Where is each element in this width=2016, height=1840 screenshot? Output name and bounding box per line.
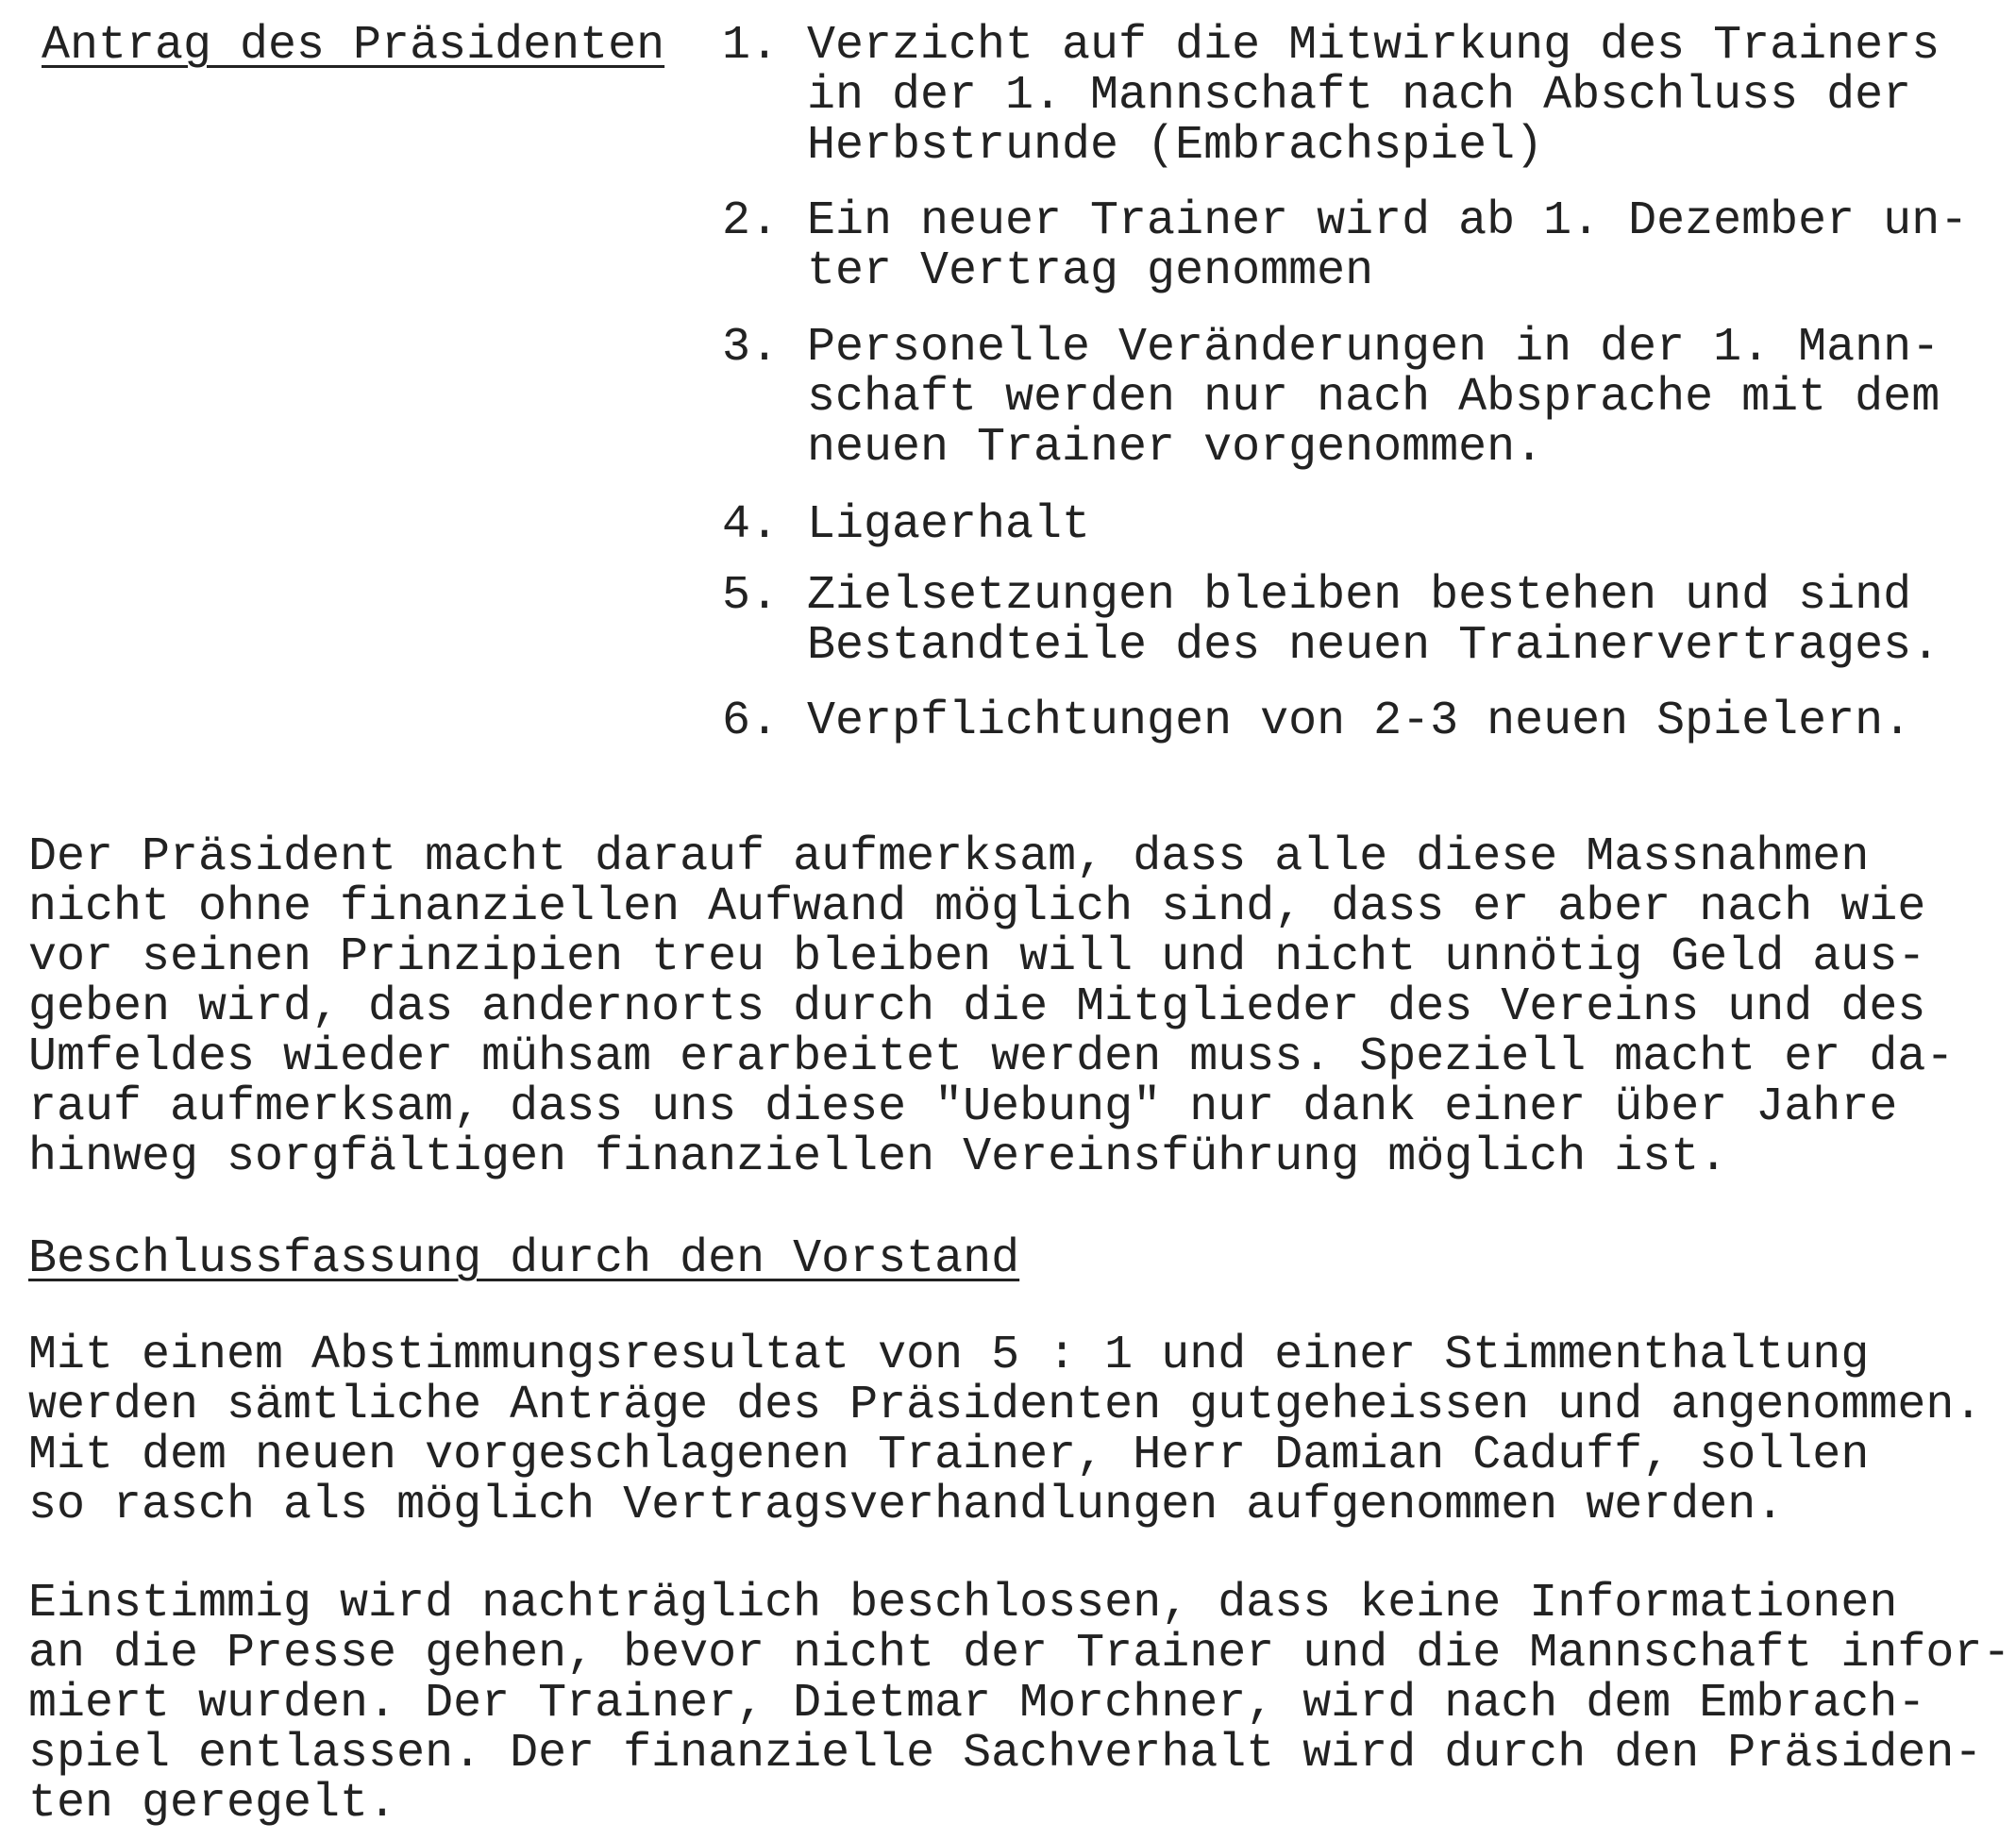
list-item-number: 5. [722, 569, 780, 623]
list-item-text: Zielsetzungen bleiben bestehen und sind Bestandteile des neuen Trainervertrages. [807, 569, 1940, 673]
list-item-text: Verzicht auf die Mitwirkung des Trainers in der 1. Mannschaft nach Abschluss der Herbstrunde (Embrachspiel) [807, 19, 1940, 173]
beschluss-heading: Beschlussfassung durch den Vorstand [28, 1232, 1020, 1286]
president-paragraph: Der Präsident macht darauf aufmerksam, dass alle diese Massnahmen nicht ohne finanziellen Aufwand möglich sind, dass er aber nach wie vor seinen Prinzipien treu bleiben will und nicht unnötig Geld aus- geben wird, das andernorts durch die Mitglieder des Vereins und des Umfeldes wieder mühsam erarbeitet werden muss. Speziell macht er da- rauf aufmerksam, dass uns diese "Uebung" nur dank einer über Jahre hinweg sorgfältigen finanziellen Vereinsführung möglich ist. [28, 830, 1955, 1184]
list-item-text: Ligaerhalt [807, 498, 1091, 552]
list-item-number: 4. [722, 498, 780, 552]
antrag-heading: Antrag des Präsidenten [42, 19, 665, 73]
list-item-number: 1. [722, 19, 780, 73]
list-item [722, 500, 2006, 550]
list-item-text: Personelle Veränderungen in der 1. Mann- schaft werden nur nach Absprache mit dem neuen Trainer vorgenommen. [807, 321, 1940, 475]
list-item-text: Ein neuer Trainer wird ab 1. Dezember un- ter Vertrag genommen [807, 194, 1969, 298]
list-item [722, 196, 2006, 296]
list-item-number: 2. [722, 194, 780, 248]
vote-paragraph: Mit einem Abstimmungsresultat von 5 : 1 und einer Stimmenthaltung werden sämtliche Anträge des Präsidenten gutgeheissen und angenommen. Mit dem neuen vorgeschlagenen Trainer, Herr Damian Caduff, sollen so rasch als möglich Vertragsverhandlungen aufgenommen werden. [28, 1329, 1983, 1532]
list-item [722, 696, 2006, 746]
list-item [722, 323, 2006, 473]
list-item [722, 21, 2006, 171]
list-item-text: Verpflichtungen von 2-3 neuen Spielern. [807, 694, 1912, 748]
list-item-number: 6. [722, 694, 780, 748]
press-paragraph: Einstimmig wird nachträglich beschlossen, dass keine Informationen an die Presse gehen, bevor nicht der Trainer und die Mannschaft infor- miert wurden. Der Trainer, Dietmar Morchner, wird nach dem Embrach- spiel entlassen. Der finanzielle Sachverhalt wird durch den Präsiden- ten geregelt. [28, 1577, 2011, 1831]
list-item-number: 3. [722, 321, 780, 375]
list-item [722, 571, 2006, 671]
